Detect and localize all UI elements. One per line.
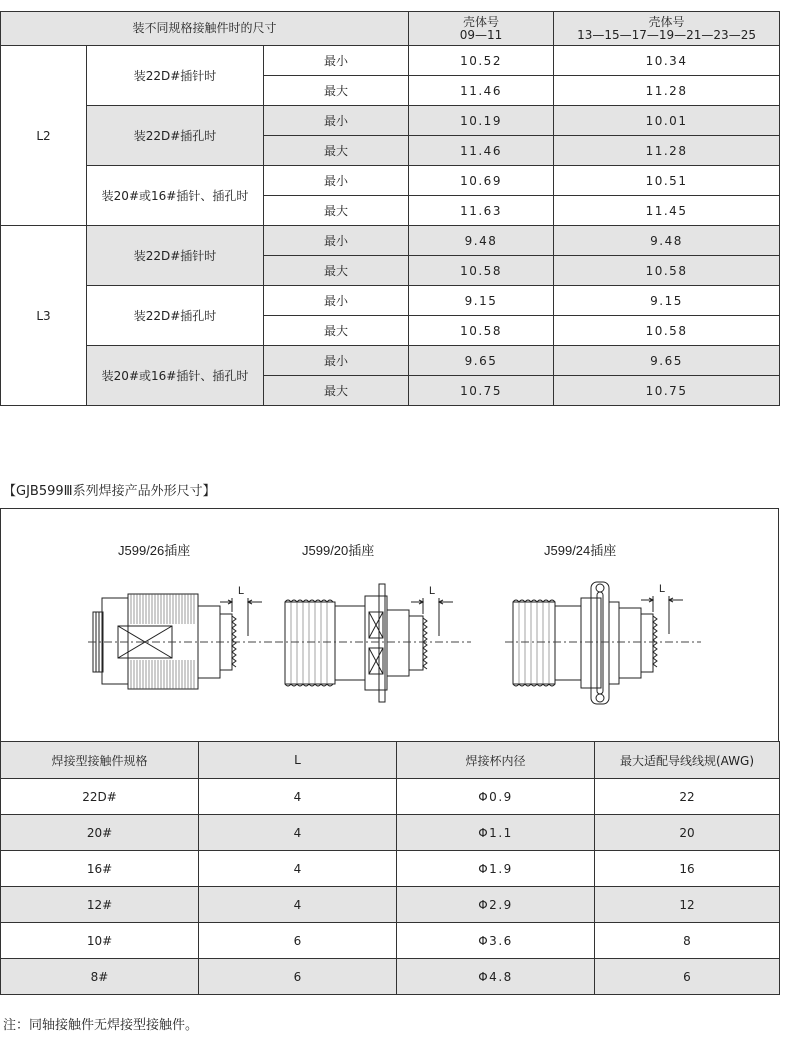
header-shell-label: 壳体号 <box>648 14 685 29</box>
awg-cell: 22 <box>595 779 780 815</box>
header-shell-range: 09—11 <box>459 27 503 42</box>
awg-cell: 8 <box>595 923 780 959</box>
table-row <box>1 815 780 851</box>
cup-diameter-cell: Φ4.8 <box>397 959 595 995</box>
table-row <box>1 106 780 136</box>
value-cell: 10.58 <box>554 316 780 346</box>
value-cell: 11.46 <box>409 136 554 166</box>
max-label: 最大 <box>264 256 409 286</box>
value-cell: 10.58 <box>554 256 780 286</box>
contact-size-cell: 22D# <box>1 779 199 815</box>
value-cell: 9.48 <box>554 226 780 256</box>
min-label: 最小 <box>264 46 409 76</box>
l-cell: 4 <box>199 887 397 923</box>
header-shell-13-25 <box>554 12 780 46</box>
cup-diameter-cell: Φ3.6 <box>397 923 595 959</box>
table-row <box>1 46 780 76</box>
header-shell-09-11 <box>409 12 554 46</box>
contact-size-cell: 8# <box>1 959 199 995</box>
cup-diameter-cell: Φ1.1 <box>397 815 595 851</box>
condition-cell: 装20#或16#插针、插孔时 <box>87 166 264 226</box>
caption-j599-24: J599/24插座 <box>544 543 617 558</box>
value-cell: 11.28 <box>554 136 780 166</box>
value-cell: 9.65 <box>554 346 780 376</box>
table-row <box>1 346 780 376</box>
min-label: 最小 <box>264 286 409 316</box>
l-cell: 4 <box>199 815 397 851</box>
l-cell: 4 <box>199 779 397 815</box>
value-cell: 9.65 <box>409 346 554 376</box>
contact-size-cell: 10# <box>1 923 199 959</box>
header-l: L <box>199 742 397 779</box>
connector-drawing-j599-26 <box>88 576 278 706</box>
condition-cell: 装22D#插针时 <box>87 226 264 286</box>
value-cell: 11.63 <box>409 196 554 226</box>
value-cell: 11.46 <box>409 76 554 106</box>
min-label: 最小 <box>264 346 409 376</box>
connector-drawing-j599-24 <box>505 568 705 718</box>
table-row <box>1 887 780 923</box>
solder-contact-table <box>0 741 780 995</box>
value-cell: 10.51 <box>554 166 780 196</box>
min-label: 最小 <box>264 226 409 256</box>
condition-cell: 装20#或16#插针、插孔时 <box>87 346 264 406</box>
value-cell: 9.15 <box>409 286 554 316</box>
header-shell-label: 壳体号 <box>463 14 500 29</box>
max-label: 最大 <box>264 376 409 406</box>
cup-diameter-cell: Φ0.9 <box>397 779 595 815</box>
awg-cell: 20 <box>595 815 780 851</box>
cup-diameter-cell: Φ2.9 <box>397 887 595 923</box>
max-label: 最大 <box>264 316 409 346</box>
l-cell: 6 <box>199 959 397 995</box>
dimension-label-l: L <box>238 585 245 597</box>
dimension-label-l: L <box>429 585 436 597</box>
table-row <box>1 226 780 256</box>
header-contact-size: 焊接型接触件规格 <box>1 742 199 779</box>
value-cell: 10.19 <box>409 106 554 136</box>
value-cell: 10.34 <box>554 46 780 76</box>
cup-diameter-cell: Φ1.9 <box>397 851 595 887</box>
l-cell: 6 <box>199 923 397 959</box>
dimension-label-l: L <box>659 583 666 595</box>
value-cell: 10.58 <box>409 316 554 346</box>
max-label: 最大 <box>264 136 409 166</box>
value-cell: 11.28 <box>554 76 780 106</box>
caption-j599-20: J599/20插座 <box>302 543 375 558</box>
header-cup-diameter: 焊接杯内径 <box>397 742 595 779</box>
header-shell-range: 13—15—17—19—21—23—25 <box>577 27 756 42</box>
value-cell: 9.48 <box>409 226 554 256</box>
value-cell: 11.45 <box>554 196 780 226</box>
condition-cell: 装22D#插针时 <box>87 46 264 106</box>
table-row <box>1 166 780 196</box>
value-cell: 10.01 <box>554 106 780 136</box>
footnote: 注：同轴接触件无焊接型接触件。 <box>3 1018 199 1033</box>
table-row <box>1 286 780 316</box>
solder-table-header <box>1 742 780 779</box>
group-label-l2: L2 <box>1 46 87 226</box>
header-max-awg: 最大适配导线线规(AWG) <box>595 742 780 779</box>
max-label: 最大 <box>264 196 409 226</box>
condition-cell: 装22D#插孔时 <box>87 286 264 346</box>
condition-cell: 装22D#插孔时 <box>87 106 264 166</box>
table-row <box>1 923 780 959</box>
l-cell: 4 <box>199 851 397 887</box>
dimension-table-header <box>1 12 780 46</box>
min-label: 最小 <box>264 106 409 136</box>
header-title: 装不同规格接触件时的尺寸 <box>1 12 409 46</box>
awg-cell: 6 <box>595 959 780 995</box>
awg-cell: 12 <box>595 887 780 923</box>
table-row <box>1 779 780 815</box>
section-title: 【GJB599Ⅲ系列焊接产品外形尺寸】 <box>3 484 216 499</box>
contact-size-cell: 16# <box>1 851 199 887</box>
connector-drawing-j599-20 <box>275 576 475 706</box>
value-cell: 10.75 <box>409 376 554 406</box>
value-cell: 10.75 <box>554 376 780 406</box>
table-row <box>1 959 780 995</box>
contact-size-cell: 20# <box>1 815 199 851</box>
value-cell: 10.58 <box>409 256 554 286</box>
value-cell: 10.69 <box>409 166 554 196</box>
group-label-l3: L3 <box>1 226 87 406</box>
caption-j599-26: J599/26插座 <box>118 543 191 558</box>
awg-cell: 16 <box>595 851 780 887</box>
max-label: 最大 <box>264 76 409 106</box>
value-cell: 9.15 <box>554 286 780 316</box>
value-cell: 10.52 <box>409 46 554 76</box>
min-label: 最小 <box>264 166 409 196</box>
contact-size-cell: 12# <box>1 887 199 923</box>
dimension-table <box>0 11 780 406</box>
table-row <box>1 851 780 887</box>
